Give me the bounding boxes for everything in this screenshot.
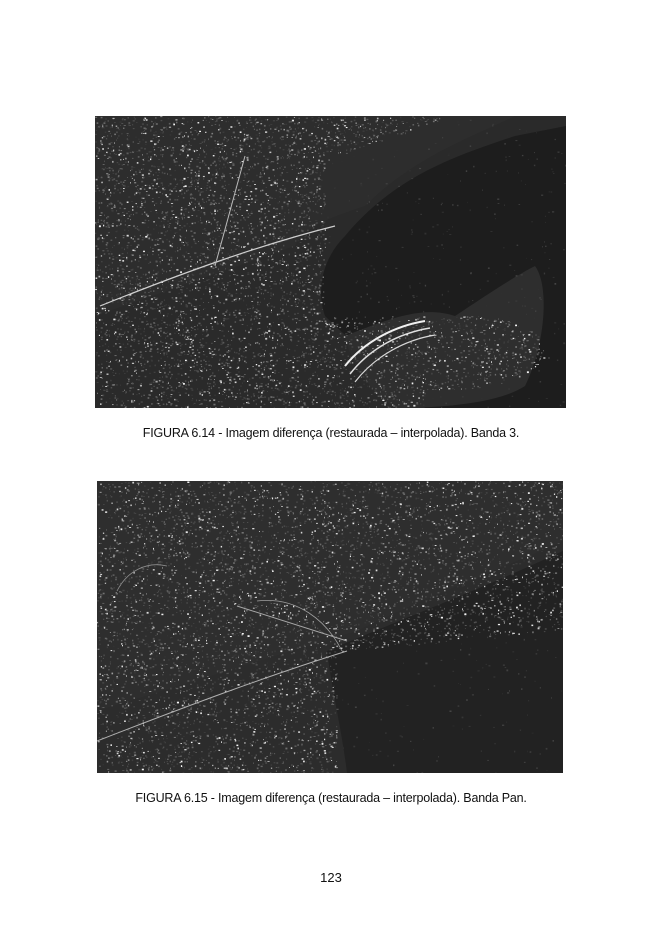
satellite-difference-image bbox=[97, 481, 563, 773]
satellite-difference-image bbox=[95, 116, 566, 408]
figure-caption: FIGURA 6.15 - Imagem diferença (restaurada – interpolada). Banda Pan. bbox=[135, 791, 527, 805]
page-number: 123 bbox=[320, 870, 342, 885]
figure-6-14-difference-image-band-3 bbox=[95, 116, 566, 408]
figure-6-15-difference-image-band-pan bbox=[97, 481, 563, 773]
figure-caption: FIGURA 6.14 - Imagem diferença (restaurada – interpolada). Banda 3. bbox=[142, 426, 520, 440]
